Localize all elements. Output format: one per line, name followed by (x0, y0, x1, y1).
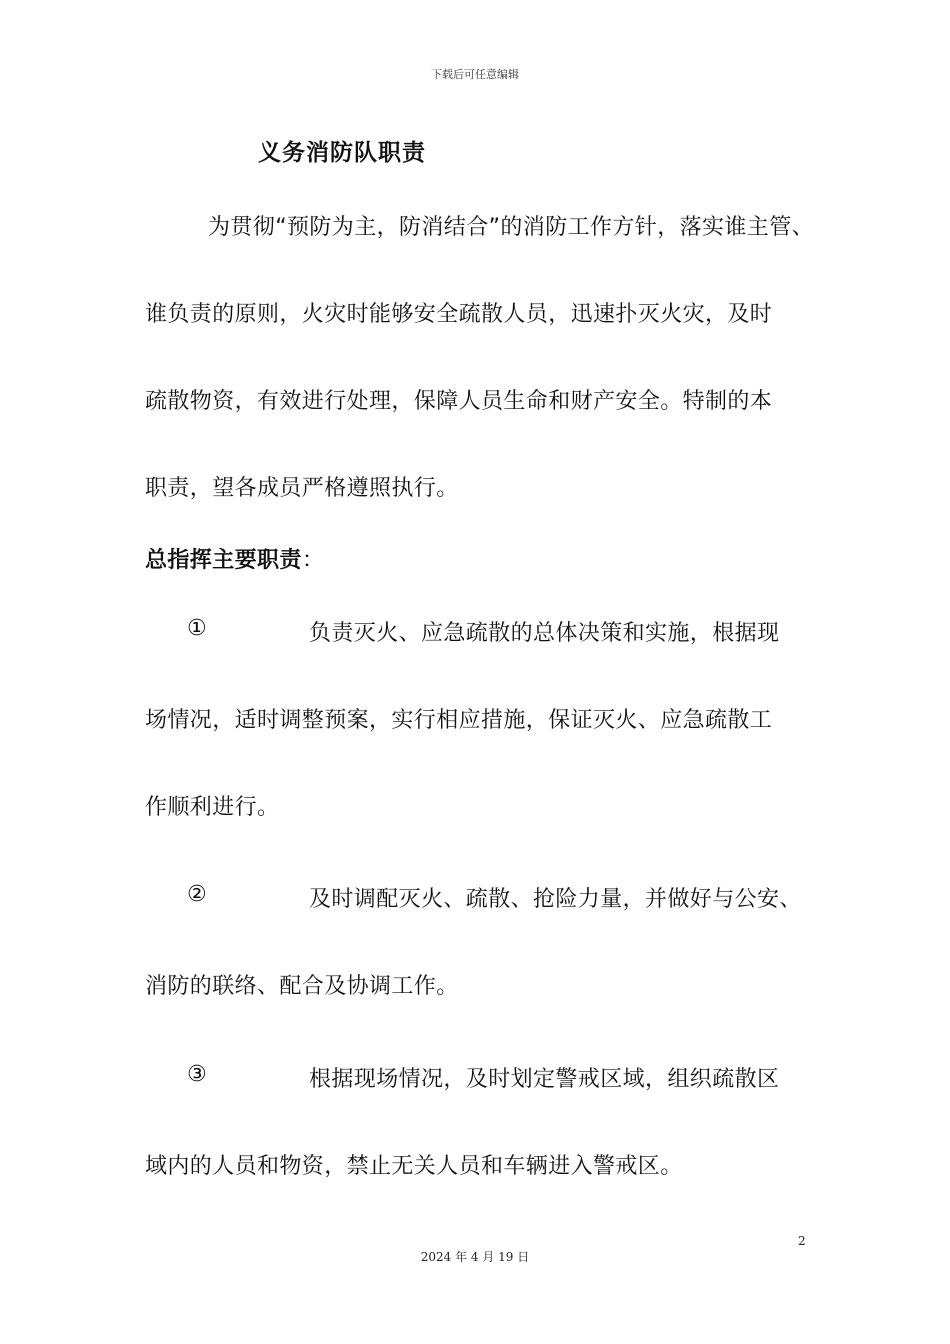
item-1-line-1: 负责灭火、应急疏散的总体决策和实施，根据现 (309, 621, 780, 646)
item-2-line-2: 消防的联络、配合及协调工作。 (145, 974, 459, 999)
item-2-marker: ② (187, 882, 207, 907)
header-note: 下载后可任意编辑 (431, 68, 519, 81)
document-title: 义务消防队职责 (258, 140, 426, 166)
page-number: 2 (798, 1234, 806, 1248)
item-3-line-1: 根据现场情况，及时划定警戒区域，组织疏散区 (309, 1067, 780, 1092)
intro-line-4: 职责，望各成员严格遵照执行。 (145, 476, 459, 501)
item-1-line-3: 作顺利进行。 (145, 795, 280, 820)
intro-line-3: 疏散物资，有效进行处理，保障人员生命和财产安全。特制的本 (145, 389, 773, 414)
item-3-line-2: 域内的人员和物资，禁止无关人员和车辆进入警戒区。 (145, 1154, 683, 1179)
item-3-marker: ③ (187, 1062, 207, 1087)
section-heading-colon: ： (301, 548, 325, 573)
footer-date: 2024 年 4 月 19 日 (420, 1250, 530, 1264)
section-heading-text: 总指挥主要职责 (145, 548, 302, 573)
intro-line-1: 为贯彻“预防为主，防消结合”的消防工作方针，落实谁主管、 (208, 215, 814, 240)
intro-line-2: 谁负责的原则，火灾时能够安全疏散人员，迅速扑灭火灾，及时 (145, 302, 773, 327)
item-1-line-2: 场情况，适时调整预案，实行相应措施，保证灭火、应急疏散工 (145, 708, 773, 733)
section-heading (145, 543, 324, 574)
item-1-marker: ① (187, 616, 207, 641)
item-2-line-1: 及时调配灭火、疏散、抢险力量，并做好与公安、 (309, 887, 802, 912)
